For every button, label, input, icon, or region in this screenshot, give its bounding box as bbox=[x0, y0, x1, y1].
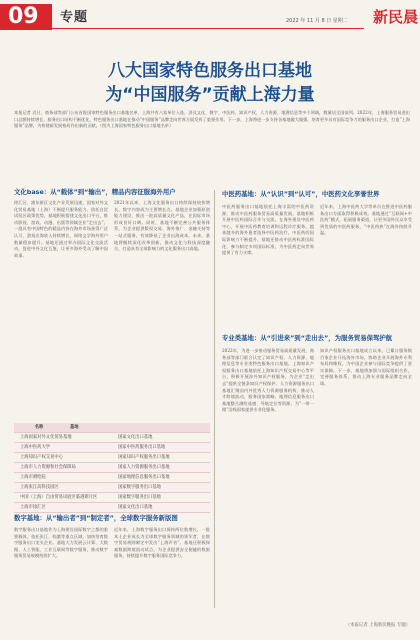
table-row bbox=[14, 463, 210, 473]
table-cell: 上海知识产权交易中心 bbox=[20, 455, 63, 460]
ip-section-heading: 专业类基地：从“引进来”到“走出去”，为服务贸易保驾护航 bbox=[222, 334, 393, 342]
digital-section-body-right: 近年来，上海数字服务出口保持两位数增长，一批本土企业成长为全球数字服务领域的领军者，在数字贸易规则制定中发出“上海声音”。基地还积极探索数据跨境流动试点，为企业提供安全便捷的数据服务，持续提升数字服务国际竞争力。 bbox=[114, 527, 210, 559]
headline-line-2: 为“中国服务”贡献上海力量 bbox=[105, 85, 315, 105]
table-header-cell: 基地 bbox=[70, 425, 79, 430]
table-cell: 国家数字服务出口基地 bbox=[118, 485, 161, 490]
lead-paragraph: 本报记者 近日，商务部等部门公布首批国家特色服务出口基地名单，上海共有八家单位入选，涉及文化、数字、中医药、知识产权、人力资源、地理信息等多个领域，数量居全国前列。2022年，上海服务贸易进出口总额持续增长，服务出口结构不断优化，特色服务出口基地在推动“中国服务”品牌走向世界方面发挥了重要作用。下一步，上海将进一步支持各基地做大做强，培育更多具有国际竞争力的服务出口企业，打造“上海服务”品牌，为构建新发展格局作出新的贡献。（图为上海国家特色服务出口基地名单） bbox=[14, 110, 410, 129]
medicine-section-heading: 中医药基地：从“认识”到“认可”，中医药文化享誉世界 bbox=[222, 190, 380, 198]
medicine-section-body: 中医药服务出口基地依托上海丰富的中医药资源，推动中医药服务贸易高质量发展。基地积极开展中医药国际合作与交流，在海外建设中医药中心，开展中医药教育培训和远程诊疗服务。越来越多的海外患者选择中医药治疗，中医药的国际影响力不断提升。基地还推动中医药标准国际化，参与制定多项国际标准，为中医药走向世界提供了有力支撑。 bbox=[222, 204, 314, 256]
culture-section-body-right: 2021年以来，上海文化服务出口持续保持较快增长，数字内容成为主要增长点。基地企业加强原创能力建设，推出一批高质量文化产品，在国际市场形成良好口碑。同时，基地不断完善公共服务体系，为企业提供版权交易、海外推广、金融支持等一站式服务，有效降低了企业出海成本。未来，基地将继续深化改革创新，推动文化与科技深度融合，打造具有全球影响力的文化服务出口高地。 bbox=[114, 200, 210, 252]
ip-section-body-2: 知识产权服务出口基地成立以来，已累计服务数百家企业开拓海外市场，协助企业开展海外专利布局和维权，为中国企业参与国际竞争提供了坚实保障。下一步，基地将加强与国际组织合作，完善服务体系，推动上海专业服务品牌走向全球。 bbox=[320, 348, 412, 386]
issue-date: 2022 年 11 月 8 日 星期二 bbox=[286, 18, 348, 24]
table-cell: 上海张江高科技园区 bbox=[20, 485, 59, 490]
page-number: 09 bbox=[0, 4, 52, 30]
table-cell: 中国（上海）自由贸易试验区临港新片区 bbox=[20, 495, 98, 500]
headline-line-1: 八大国家特色服务出口基地 bbox=[108, 61, 312, 81]
table-cell: 上海市测绘院 bbox=[20, 475, 46, 480]
section-label: 专题 bbox=[60, 10, 89, 25]
ip-section-body: 2022年，为进一步推动服务贸易高质量发展，商务部等部门联合认定了知识产权、人力资源、地理信息等专业类特色服务出口基地。上海知识产权服务出口基地依托上海知识产权交易中心等平台，积极开展涉外知识产权服务，为企业“走出去”提供全链条知识产权保护。人力资源服务出口基地汇聚国内外优秀人力资源服务机构，推动人才跨境流动，服务国家战略。地理信息服务出口基地整合测绘遥感、导航定位等资源，为“一带一路”沿线国家提供专业化服务。 bbox=[222, 348, 314, 413]
page-header bbox=[0, 0, 420, 38]
header-rule bbox=[52, 28, 364, 29]
table-row bbox=[14, 473, 210, 483]
digital-section-heading: 数字基地：从“输出者”到“制定者”，全球数字服务新版图 bbox=[14, 514, 178, 522]
medicine-section-body-2: 近年来，上海中医药大学等单位在推进中医药服务出口方面取得积极成效。基地通过“互联网+中医药”模式，拓展服务渠道，让更多国外民众享受到优质的中医药服务，“中医药热”在海外持续升温。 bbox=[320, 204, 412, 236]
table-header-row bbox=[14, 423, 210, 433]
table-cell: 国家数字服务出口基地 bbox=[118, 495, 161, 500]
table-cell: 国家知识产权服务出口基地 bbox=[118, 455, 170, 460]
culture-section-heading: 文化base：从“载体”到“输出”，精品内容征服海外用户 bbox=[14, 188, 176, 196]
table-row bbox=[14, 433, 210, 443]
table-header-cell: 名称 bbox=[34, 425, 44, 430]
column-divider bbox=[214, 190, 215, 608]
table-cell: 国家中医药服务出口基地 bbox=[118, 445, 166, 450]
table-cell: 国家人力资源服务出口基地 bbox=[118, 465, 170, 470]
table-row bbox=[14, 503, 210, 513]
table-cell: 上海市人力资源和社会保障局 bbox=[20, 465, 76, 470]
culture-section-body-left: 徐汇区、浦东新区文化产业发展迅速，国家对外文化贸易基地（上海）不断提升服务能力。依托自贸试验区政策优势，基地积极搭建文化出口平台，推动影视、游戏、动漫、出版等领域企业“走出去”。一批具有中国特色的精品内容在海外市场获得广泛认可，游戏出海收入持续增长，网络文学海外用户数量稳步提升。基地还通过举办国际文化交流活动，促进中外文化互鉴，让更多海外受众了解中国故事。 bbox=[14, 200, 108, 258]
table-cell: 上海市徐汇区 bbox=[20, 505, 46, 510]
table-row bbox=[14, 493, 210, 503]
masthead-logo: 新民晨 bbox=[372, 8, 418, 26]
base-list-table bbox=[14, 423, 210, 513]
footnote: （本报记者 上海新民晚报 专题） bbox=[345, 623, 410, 628]
table-cell: 国家文化出口基地 bbox=[118, 435, 153, 440]
table-row bbox=[14, 443, 210, 453]
digital-section-body-left: 数字服务出口基地作为上海建设国际数字之都的重要载体，依托张江、临港等重点区域，加快培育数字服务出口龙头企业。基地大力发展云计算、大数据、人工智能、工业互联网等数字服务，推动数字服务贸易规模持续扩大。 bbox=[14, 527, 108, 559]
table-row bbox=[14, 453, 210, 463]
table-cell: 国家文化出口基地 bbox=[118, 505, 153, 510]
table-cell: 国家地理信息服务出口基地 bbox=[118, 475, 170, 480]
table-cell: 上海国家对外文化贸易基地 bbox=[20, 435, 72, 440]
table-row bbox=[14, 483, 210, 493]
table-cell: 上海中医药大学 bbox=[20, 445, 51, 450]
